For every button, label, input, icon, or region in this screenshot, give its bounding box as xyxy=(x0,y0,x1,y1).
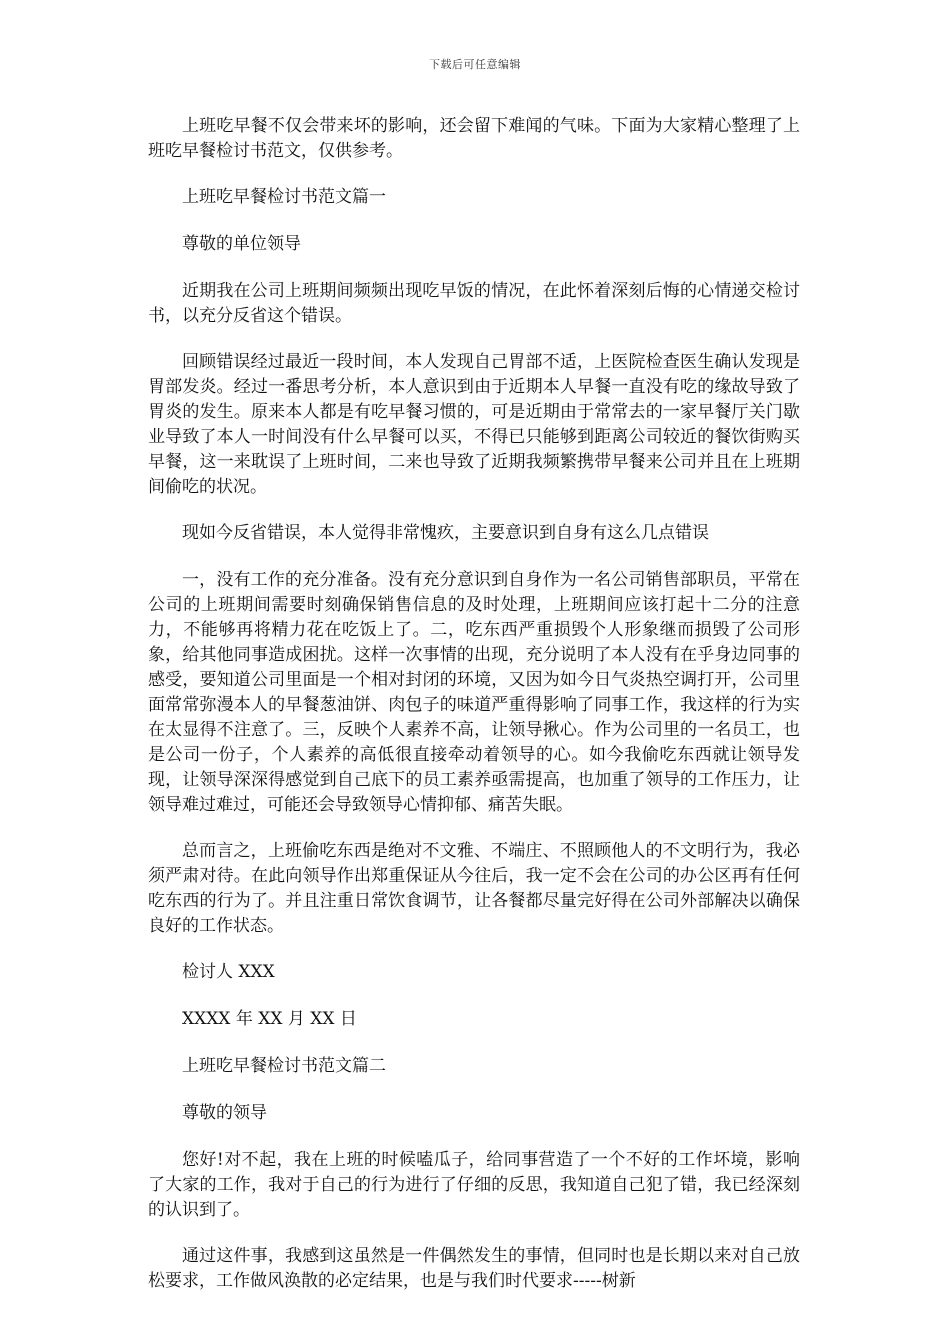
section-title-1: 上班吃早餐检讨书范文篇一 xyxy=(182,187,386,207)
signature-line: 检讨人 XXX xyxy=(182,962,275,982)
document-body xyxy=(148,114,800,1294)
body-paragraph: 总而言之，上班偷吃东西是绝对不文雅、不端庄、不照顾他人的不文明行为，我必须严肃对待。在此向领导作出郑重保证从今往后，我一定不会在公司的办公区再有任何吃东西的行为了。并且注重日常饮食调节，让各餐都尽量完好得在公司外部解决以确保良好的工作状态。 xyxy=(148,841,800,936)
body-paragraph: 通过这件事，我感到这虽然是一件偶然发生的事情，但同时也是长期以来对自己放松要求，工作做风涣散的必定结果，也是与我们时代要求-----树新 xyxy=(148,1246,800,1291)
body-paragraph: 近期我在公司上班期间频频出现吃早饭的情况，在此怀着深刻后悔的心情递交检讨书，以充分反省这个错误。 xyxy=(148,281,800,326)
salutation-1: 尊敬的单位领导 xyxy=(182,234,301,254)
page-header: 下载后可任意编辑 xyxy=(429,58,521,71)
body-paragraph: 一，没有工作的充分准备。没有充分意识到自身作为一名公司销售部职员，平常在公司的上班期间需要时刻确保销售信息的及时处理，上班期间应该打起十二分的注意力，不能够再将精力花在吃饭上了。二，吃东西严重损毁个人形象继而损毁了公司形象，给其他同事造成困扰。这样一次事情的出现，充分说明了本人没有在乎身边同事的感受，要知道公司里面是一个相对封闭的环境，又因为如今日气炎热空调打开，公司里面常常弥漫本人的早餐葱油饼、肉包子的味道严重得影响了同事工作，我这样的行为实在太显得不注意了。三，反映个人素养不高，让领导揪心。作为公司里的一名员工，也是公司一份子，个人素养的高低很直接牵动着领导的心。如今我偷吃东西就让领导发现，让领导深深得感觉到自己底下的员工素养亟需提高，也加重了领导的工作压力，让领导难过难过，可能还会导致领导心情抑郁、痛苦失眠。 xyxy=(148,570,800,815)
section-title-2: 上班吃早餐检讨书范文篇二 xyxy=(182,1056,386,1076)
body-paragraph: 回顾错误经过最近一段时间，本人发现自己胃部不适，上医院检查医生确认发现是胃部发炎。经过一番思考分析，本人意识到由于近期本人早餐一直没有吃的缘故导致了胃炎的发生。原来本人都是有吃早餐习惯的，可是近期由于常常去的一家早餐厅关门歇业导致了本人一时间没有什么早餐可以买，不得已只能够到距离公司较近的餐饮街购买早餐，这一来耽误了上班时间，二来也导致了近期我频繁携带早餐来公司并且在上班期间偷吃的状况。 xyxy=(148,352,800,497)
date-line: XXXX 年 XX 月 XX 日 xyxy=(182,1009,357,1029)
intro-paragraph: 上班吃早餐不仅会带来坏的影响，还会留下难闻的气味。下面为大家精心整理了上班吃早餐检讨书范文，仅供参考。 xyxy=(148,116,800,161)
body-paragraph: 您好!对不起，我在上班的时候嗑瓜子，给同事营造了一个不好的工作坏境，影响了大家的工作，我对于自己的行为进行了仔细的反思，我知道自己犯了错，我已经深刻的认识到了。 xyxy=(148,1150,800,1220)
body-paragraph: 现如今反省错误，本人觉得非常愧疚，主要意识到自身有这么几点错误 xyxy=(182,523,709,543)
salutation-2: 尊敬的领导 xyxy=(182,1103,267,1123)
